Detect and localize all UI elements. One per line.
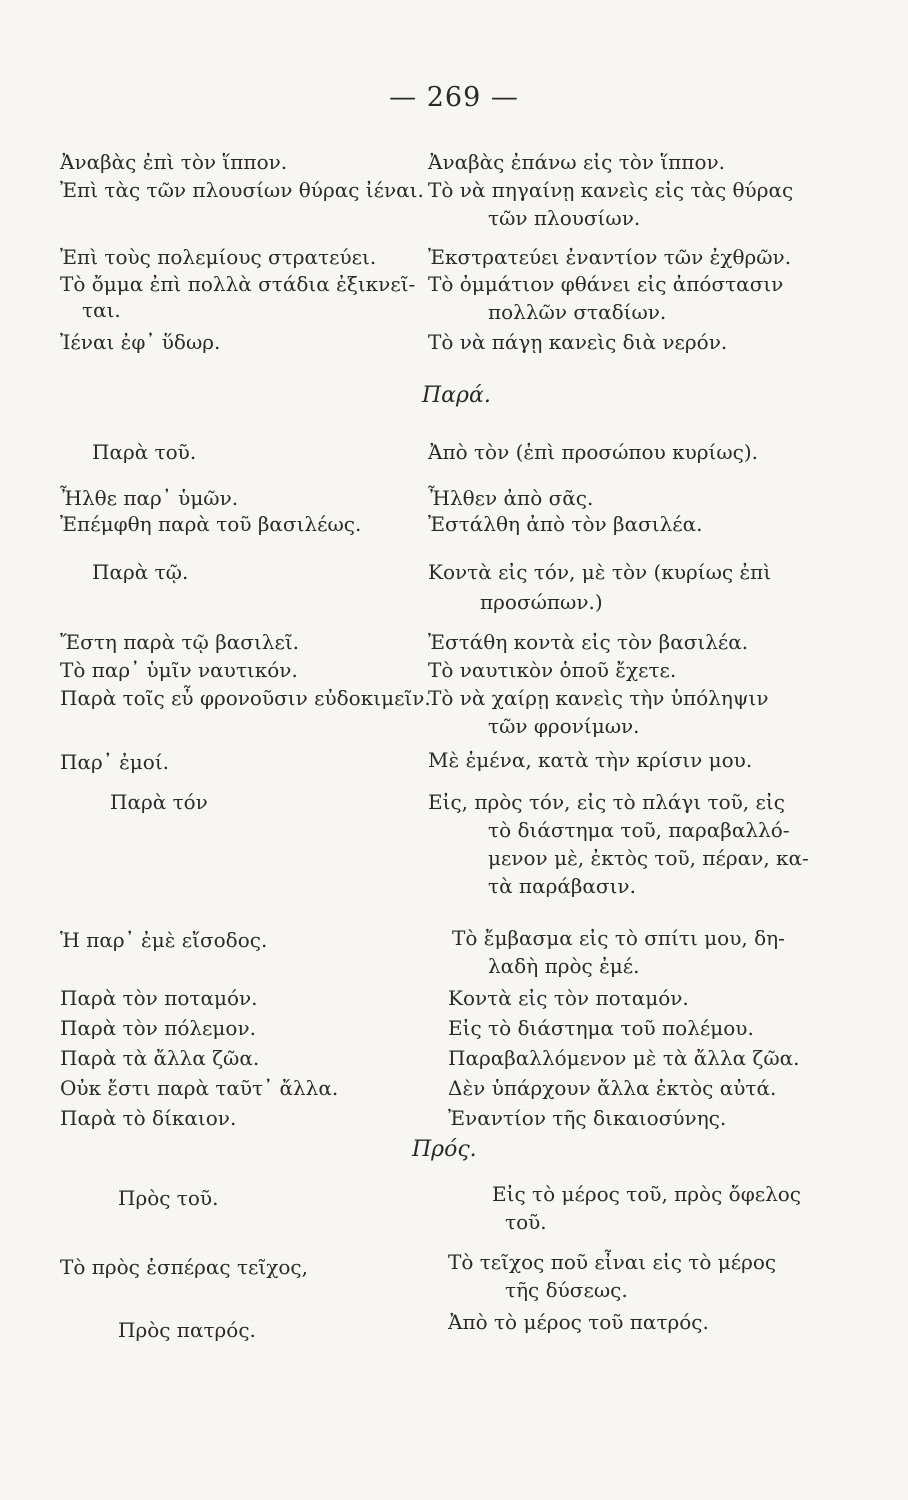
greek-line: Παρὰ τὸν πόλεμον. (60, 1016, 256, 1040)
greek-line: Οὐκ ἔστι παρὰ ταῦτ᾿ ἄλλα. (60, 1076, 339, 1100)
greek-line: Ἐπὶ τοὺς πολεμίους στρατεύει. (60, 245, 377, 269)
translation-line: Κοντὰ εἰς τὸν ποταμόν. (448, 986, 689, 1010)
translation-line: Ἐναντίον τῆς δικαιοσύνης. (448, 1106, 727, 1130)
translation-line: μενον μὲ, ἐκτὸς τοῦ, πέραν, κα- (488, 846, 809, 870)
translation-line: Ἀναβὰς ἐπάνω εἰς τὸν ἵππον. (428, 150, 726, 174)
translation-line: τὸ διάστημα τοῦ, παραβαλλό- (488, 818, 790, 842)
translation-line: τῶν φρονίμων. (488, 714, 640, 738)
translation-line: Τὸ ἔμβασμα εἰς τὸ σπίτι μου, δη- (452, 926, 785, 950)
greek-line: Τὸ παρ᾿ ὑμῖν ναυτικόν. (60, 658, 298, 682)
translation-line: τῶν πλουσίων. (488, 206, 641, 230)
translation-line: Ἐκστρατεύει ἐναντίον τῶν ἐχθρῶν. (428, 245, 792, 269)
translation-line: Παραβαλλόμενον μὲ τὰ ἄλλα ζῶα. (448, 1046, 800, 1070)
greek-line: Παρὰ τῷ. (92, 560, 189, 584)
greek-line: Τὸ πρὸς ἑσπέρας τεῖχος, (60, 1255, 308, 1279)
greek-line: Παρὰ τὸν ποταμόν. (60, 986, 258, 1010)
greek-line: Παρὰ τὸ δίκαιον. (60, 1106, 237, 1130)
greek-line: ται. (82, 298, 121, 322)
translation-line: τοῦ. (505, 1210, 547, 1234)
greek-line: Ἔστη παρὰ τῷ βασιλεῖ. (60, 630, 300, 654)
translation-line: πολλῶν σταδίων. (488, 300, 667, 324)
greek-line: Πρὸς τοῦ. (118, 1186, 219, 1210)
translation-line: Ἀπὸ τὸν (ἐπὶ προσώπου κυρίως). (428, 440, 759, 464)
translation-line: λαδὴ πρὸς ἐμέ. (488, 954, 640, 978)
greek-line: Παρὰ τόν (110, 790, 208, 814)
translation-line: Εἰς τὸ μέρος τοῦ, πρὸς ὄφελος (492, 1182, 801, 1206)
translation-line: Εἰς, πρὸς τόν, εἰς τὸ πλάγι τοῦ, εἰς (428, 790, 785, 814)
translation-line: Ἐστάθη κοντὰ εἰς τὸν βασιλέα. (428, 630, 749, 654)
greek-line: Ἀναβὰς ἐπὶ τὸν ἵππον. (60, 150, 288, 174)
greek-line: Ἦλθε παρ᾿ ὑμῶν. (60, 486, 239, 510)
translation-line: Ἦλθεν ἀπὸ σᾶς. (428, 486, 594, 510)
greek-line: Ἐπέμφθη παρὰ τοῦ βασιλέως. (60, 512, 362, 536)
translation-line: τὰ παράβασιν. (488, 874, 636, 898)
translation-line: Τὸ τεῖχος ποῦ εἶναι εἰς τὸ μέρος (448, 1250, 777, 1274)
translation-line: Μὲ ἐμένα, κατὰ τὴν κρίσιν μου. (428, 748, 753, 772)
translation-line: προσώπων.) (480, 590, 603, 614)
greek-line: Πρὸς πατρός. (118, 1318, 256, 1342)
greek-line: Ἰέναι ἐφ᾿ ὕδωρ. (60, 330, 221, 354)
translation-line: Τὸ νὰ πάγῃ κανεὶς διὰ νερόν. (428, 330, 728, 354)
section-heading: Πρός. (412, 1137, 477, 1162)
translation-line: Κοντὰ εἰς τόν, μὲ τὸν (κυρίως ἐπὶ (428, 560, 772, 584)
greek-line: Παρ᾿ ἐμοί. (60, 750, 170, 774)
greek-line: Παρὰ τοῖς εὖ φρονοῦσιν εὐδοκιμεῖν. (60, 686, 431, 710)
greek-line: Ἐπὶ τὰς τῶν πλουσίων θύρας ἰέναι. (60, 178, 424, 202)
greek-line: Παρὰ τοῦ. (92, 440, 197, 464)
greek-line: Ἡ παρ᾿ ἐμὲ εἴσοδος. (60, 928, 268, 952)
translation-line: Τὸ νὰ χαίρῃ κανεὶς τὴν ὑπόληψιν (428, 686, 769, 710)
section-heading: Παρά. (422, 383, 491, 408)
translation-line: Τὸ ναυτικὸν ὁποῦ ἔχετε. (428, 658, 677, 682)
greek-line: Τὸ ὄμμα ἐπὶ πολλὰ στάδια ἐξικνεῖ- (60, 272, 416, 296)
translation-line: Δὲν ὑπάρχουν ἄλλα ἐκτὸς αὐτά. (448, 1076, 777, 1100)
translation-line: τῆς δύσεως. (505, 1278, 628, 1302)
translation-line: Τὸ ὀμμάτιον φθάνει εἰς ἀπόστασιν (428, 272, 784, 296)
translation-line: Τὸ νὰ πηγαίνῃ κανεὶς εἰς τὰς θύρας (428, 178, 794, 202)
translation-line: Ἀπὸ τὸ μέρος τοῦ πατρός. (448, 1310, 709, 1334)
greek-line: Παρὰ τὰ ἄλλα ζῶα. (60, 1046, 260, 1070)
translation-line: Εἰς τὸ διάστημα τοῦ πολέμου. (448, 1016, 754, 1040)
page-number: — 269 — (389, 82, 519, 113)
translation-line: Ἐστάλθη ἀπὸ τὸν βασιλέα. (428, 512, 703, 536)
